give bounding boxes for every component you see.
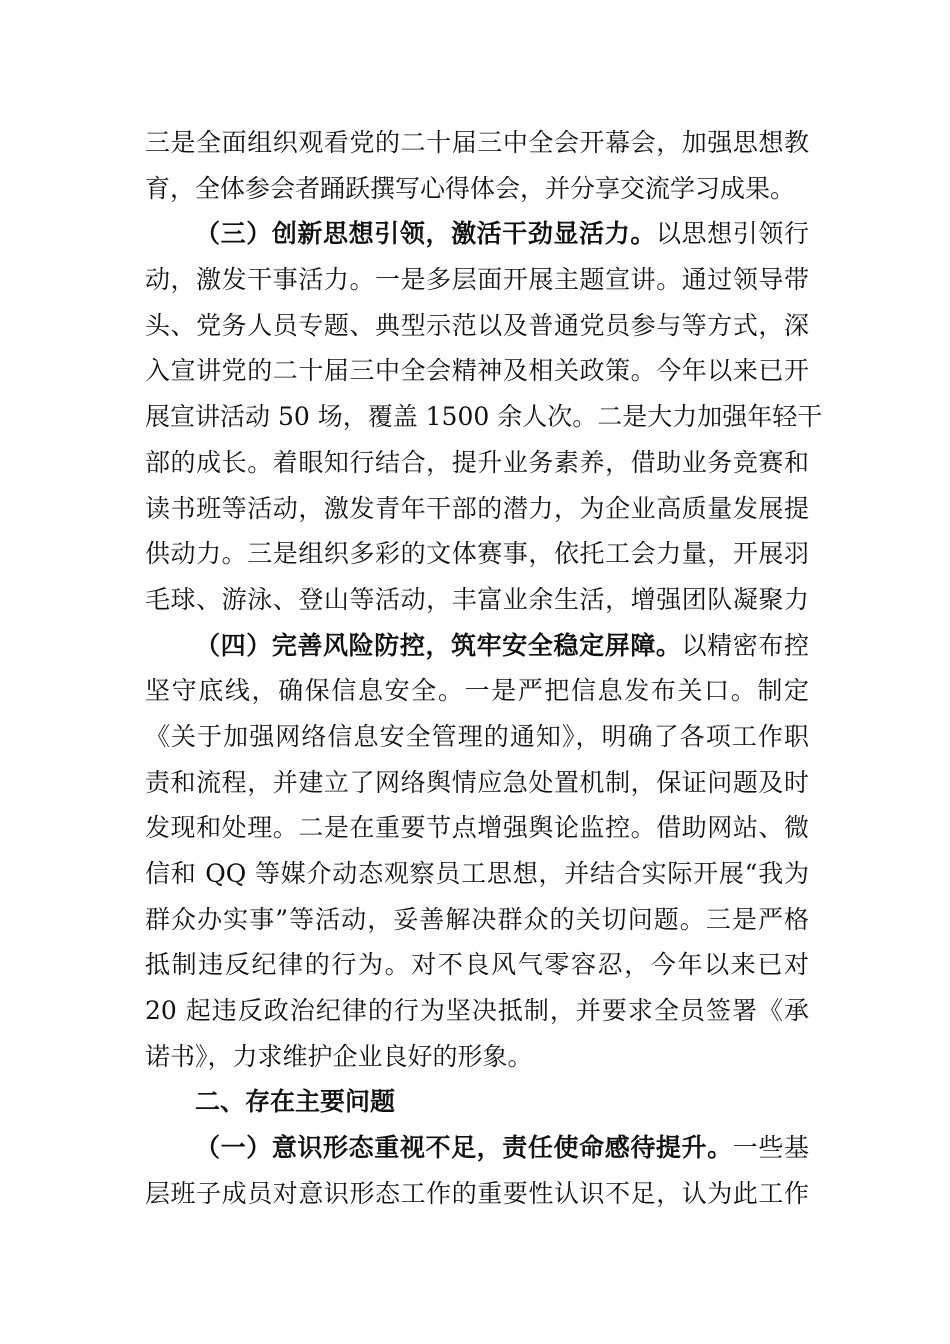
paragraph-line: 抵制违反纪律的行为。对不良风气零容忍，今年以来已对: [145, 950, 809, 980]
paragraph-line: 头、党务人员专题、典型示范以及普通党员参与等方式，深: [145, 310, 809, 340]
paragraph-line: 层班子成员对意识形态工作的重要性认识不足，认为此工作: [145, 1178, 809, 1208]
paragraph-line: 读书班等活动，激发青年干部的潜力，为企业高质量发展提: [145, 493, 809, 523]
section-text: 一些基: [732, 1133, 809, 1163]
section-heading: 二、存在主要问题: [195, 1087, 396, 1117]
section-text: 以精密布控: [681, 630, 809, 660]
paragraph-line: 诺书》，力求维护企业良好的形象。: [145, 1041, 533, 1071]
paragraph-line: 坚守底线，确保信息安全。一是严把信息发布关口。制定: [145, 676, 809, 706]
document-body: [145, 120, 823, 1217]
paragraph-line: 动，激发干事活力。一是多层面开展主题宣讲。通过领导带: [145, 265, 809, 295]
paragraph-line: 发现和处理。二是在重要节点增强舆论监控。借助网站、微: [145, 813, 809, 843]
paragraph-line: 育，全体参会者踊跃撰写心得体会，并分享交流学习成果。: [145, 173, 796, 203]
paragraph-line: 入宣讲党的二十届三中全会精神及相关政策。今年以来已开: [145, 356, 809, 386]
paragraph-line: 三是全面组织观看党的二十届三中全会开幕会，加强思想教: [145, 128, 809, 157]
paragraph-line: 毛球、游泳、登山等活动，丰富业余生活，增强团队凝聚力: [145, 584, 809, 614]
paragraph-line: 部的成长。着眼知行结合，提升业务素养，借助业务竞赛和: [145, 447, 809, 477]
paragraph-line: 20 起违反政治纪律的行为坚决抵制，并要求全员签署《承: [145, 996, 809, 1026]
section-paragraph-line: [145, 1125, 809, 1171]
section-title: （一）意识形态重视不足，责任使命感待提升。: [195, 1133, 733, 1163]
paragraph-line: 群众办实事”等活动，妥善解决群众的关切问题。三是严格: [145, 904, 809, 934]
paragraph-line: 展宣讲活动 50 场，覆盖 1500 余人次。二是大力加强年轻干: [145, 402, 823, 432]
section-title: （四）完善风险防控，筑牢安全稳定屏障。: [195, 630, 682, 660]
paragraph-line: 责和流程，并建立了网络舆情应急处置机制，保证问题及时: [145, 767, 809, 797]
paragraph-line: 信和 QQ 等媒介动态观察员工思想，并结合实际开展“我为: [145, 859, 809, 888]
section-paragraph-line: [145, 623, 809, 669]
paragraph-line: 供动力。三是组织多彩的文体赛事，依托工会力量，开展羽: [145, 539, 809, 569]
section-paragraph-line: [145, 211, 809, 257]
section-text: 以思想引领行: [655, 219, 809, 249]
paragraph-line: 《关于加强网络信息安全管理的通知》，明确了各项工作职: [145, 721, 809, 751]
section-title: （三）创新思想引领，激活干劲显活力。: [195, 219, 656, 249]
